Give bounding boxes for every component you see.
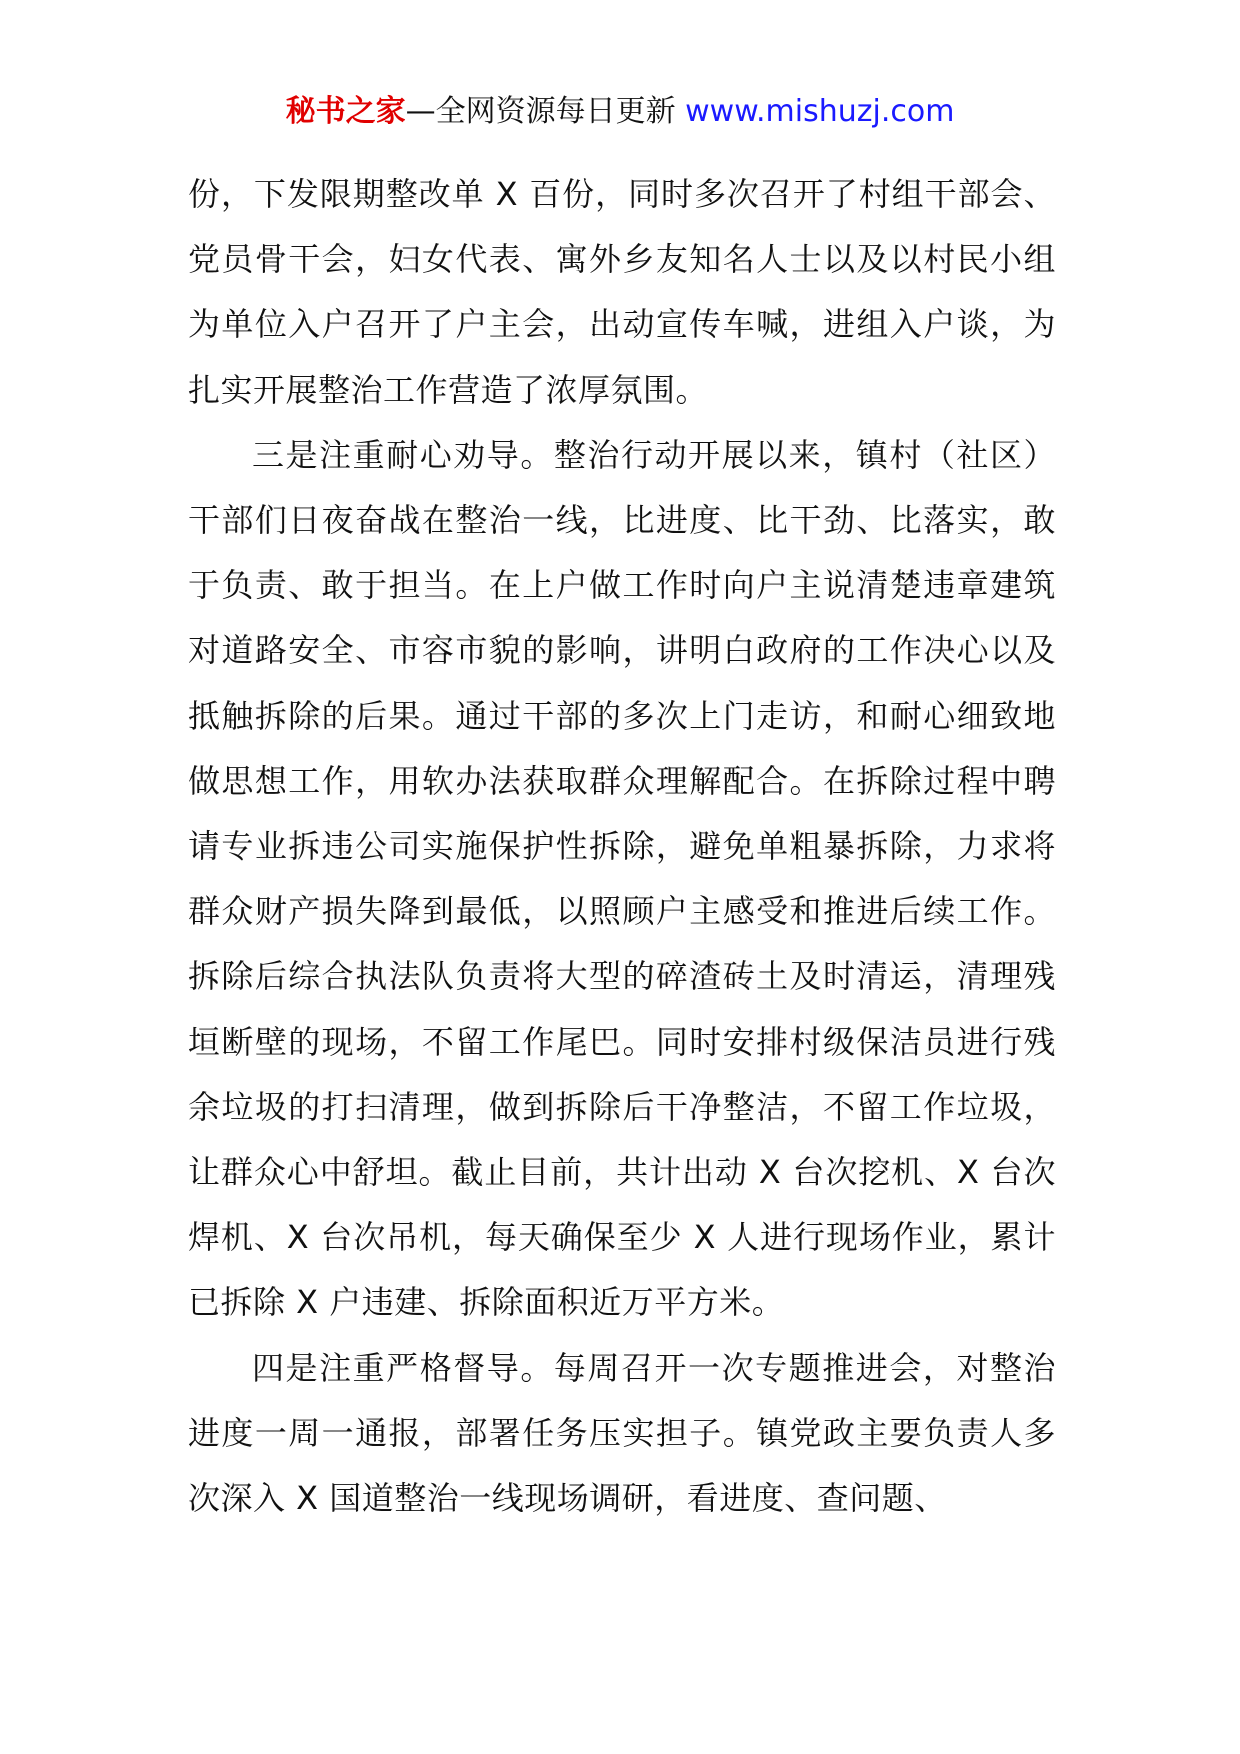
document-header bbox=[0, 92, 1240, 132]
header-brand: 秘书之家 bbox=[285, 94, 406, 129]
header-tagline: —全网资源每日更新 bbox=[405, 94, 676, 129]
paragraph-patient-persuasion: 三是注重耐心劝导。整治行动开展以来，镇村（社区）干部们日夜奋战在整治一线，比进度、比干劲、比落实，敢于负责、敢于担当。在上户做工作时向户主说清楚违章建筑对道路安全、市容市貌的影响，讲明白政府的工作决心以及抵触拆除的后果。通过干部的多次上门走访，和耐心细致地做思想工作，用软办法获取群众理解配合。在拆除过程中聘请专业拆违公司实施保护性拆除，避免单粗暴拆除，力求将群众财产损失降到最低，以照顾户主感受和推进后续工作。拆除后综合执法队负责将大型的碎渣砖土及时清运，清理残垣断壁的现场，不留工作尾巴。同时安排村级保洁员进行残余垃圾的打扫清理，做到拆除后干净整洁，不留工作垃圾，让群众心中舒坦。截止目前，共计出动 X 台次挖机、X 台次焊机、X 台次吊机，每天确保至少 X 人进行现场作业，累计已拆除 X 户违建、拆除面积近万平方米。 bbox=[188, 435, 1056, 1322]
document-body bbox=[188, 162, 1056, 1531]
header-url[interactable]: www.mishuzj.com bbox=[685, 94, 955, 129]
paragraph-strict-supervision: 四是注重严格督导。每周召开一次专题推进会，对整治进度一周一通报，部署任务压实担子。镇党政主要负责人多次深入 X 国道整治一线现场调研，看进度、查问题、 bbox=[188, 1348, 1056, 1518]
paragraph-continuation: 份，下发限期整改单 X 百份，同时多次召开了村组干部会、党员骨干会，妇女代表、寓外乡友知名人士以及以村民小组为单位入户召开了户主会，出动宣传车喊，进组入户谈，为扎实开展整治工作营造了浓厚氛围。 bbox=[188, 175, 1056, 409]
